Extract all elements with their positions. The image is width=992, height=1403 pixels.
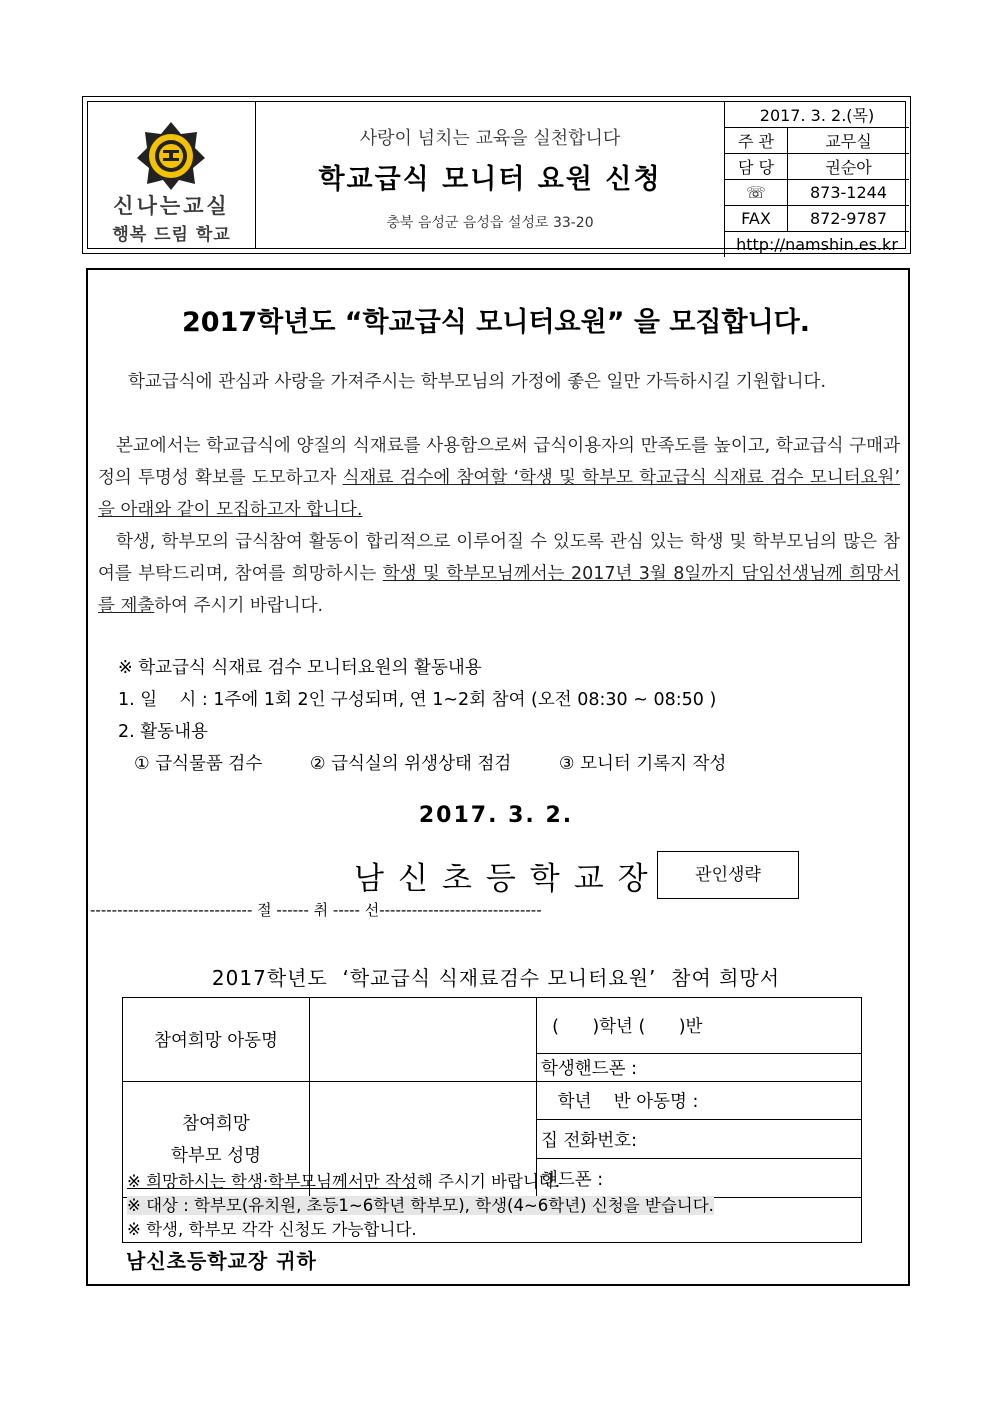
- addressee: 남신초등학교장 귀하: [126, 1249, 317, 1273]
- school-emblem-icon: [135, 120, 207, 192]
- letterhead-inner: [87, 101, 906, 254]
- school-address: 충북 음성군 음성읍 설성로 33-20: [386, 215, 594, 231]
- note-3: ※ 학생, 학부모 각각 신청도 가능합니다.: [127, 1220, 417, 1239]
- student-phone-field[interactable]: 학생핸드폰 :: [537, 1054, 862, 1082]
- purpose-underlined: 식재료 검수에 참여할 ‘학생 및 학부모 학교급식 식재료 검수 모니터요원’ 을 아래와 같이 모집하고자 합니다.: [98, 468, 901, 520]
- note-1: [127, 1170, 861, 1194]
- paragraph-purpose: [98, 430, 900, 526]
- phone-icon: ☏: [725, 180, 788, 206]
- paragraph-greeting: 학교급식에 관심과 사랑을 가져주시는 학부모님의 가정에 좋은 일만 가득하시길 기원합니다.: [128, 372, 827, 392]
- form-title: 2017학년도 ‘학교급식 식재료검수 모니터요원’ 참여 희망서: [211, 966, 781, 990]
- letterhead: [82, 96, 911, 254]
- activity-item: ② 급식실의 위생상태 점검: [309, 754, 512, 774]
- staff-value: 권순아: [788, 154, 910, 180]
- principal-name: 남신초등학교장: [354, 861, 662, 897]
- slogan-line1: 신나는교실: [113, 194, 230, 218]
- activity-item: ③ 모니터 기록지 작성: [558, 754, 727, 774]
- issue-date: 2017. 3. 2.(목): [725, 102, 910, 128]
- request-tail: 하여 주시기 바랍니다.: [154, 596, 324, 616]
- notice-heading: 2017학년도 “학교급식 모니터요원” 을 모집합니다.: [182, 307, 810, 338]
- notes-box: [122, 1170, 862, 1243]
- contact-table: [724, 102, 909, 257]
- title-cell: [256, 102, 724, 248]
- student-label: 참여희망 아동명: [123, 998, 310, 1082]
- note-2-text: ※ 대상 : 학부모(유치원, 초등1~6학년 학부모), 학생(4~6학년) 신청을 받습니다.: [127, 1196, 714, 1215]
- parent-mobile-field[interactable]: 핸드폰 :: [537, 1159, 862, 1198]
- note-2: [127, 1194, 861, 1218]
- dept-value: 교무실: [788, 128, 910, 154]
- application-form: [122, 997, 862, 1198]
- slogan-line2: 행복 드림 학교: [112, 225, 231, 245]
- motto: 사랑이 넘치는 교육을 실천합니다: [359, 128, 621, 149]
- activity-list: [134, 750, 768, 775]
- activity-content-label: 2. 활동내용: [118, 722, 208, 742]
- logo-cell: [88, 102, 256, 248]
- purpose-text: 본교에서는 학교급식에 양질의 식재료를 사용함으로써 급식이용자의 만족도를 높이고, 학교급식 구매과정의 투명성 확보를 도모하고자: [98, 436, 900, 488]
- request-text: 학생, 학부모의 급식참여 활동이 합리적으로 이루어질 수 있도록 관심 있는 학생 및 학부모님의 많은 참여를 부탁드리며, 참여를 희망하시는: [98, 532, 900, 584]
- parent-label-line1: 참여희망: [182, 1113, 250, 1134]
- activity-item: ① 급식물품 검수: [134, 754, 263, 774]
- paragraph-request: [98, 526, 900, 622]
- school-url[interactable]: http://namshin.es.kr: [725, 232, 910, 258]
- staff-label: 담 당: [725, 154, 788, 180]
- cut-line: ------------------------------ 절 ------ 취 ----- 선------------------------------: [90, 901, 542, 919]
- fax-value: 872-9787: [788, 206, 910, 232]
- form-notes: [122, 1170, 862, 1243]
- notice-date: 2017. 3. 2.: [418, 803, 574, 828]
- parent-child-field[interactable]: 학년 반 아동명 :: [537, 1082, 862, 1120]
- document-title: 학교급식 모니터 요원 신청: [318, 164, 662, 195]
- seal-box: 관인생략: [657, 851, 799, 899]
- note-1-underlined: ※ 희망하시는 학생·학부모님께서만 작성: [127, 1172, 417, 1191]
- phone-value: 873-1244: [788, 180, 910, 206]
- activity-schedule: 1. 일 시 : 1주에 1회 2인 구성되며, 연 1~2회 참여 (오전 08:30 ~ 08:50 ): [118, 690, 717, 710]
- fax-label: FAX: [725, 206, 788, 232]
- student-name-field[interactable]: [310, 998, 537, 1082]
- activity-title: ※ 학교급식 식재료 검수 모니터요원의 활동내용: [118, 658, 482, 678]
- dept-label: 주 관: [725, 128, 788, 154]
- student-class-field[interactable]: ( )학년 ( )반: [537, 998, 862, 1054]
- request-underlined: 학생 및 학부모님께서는 2017년 3월 8일까지 담임선생님께 희망서를 제출: [98, 564, 900, 616]
- parent-home-phone-field[interactable]: 집 전화번호:: [537, 1120, 862, 1159]
- parent-label-line2: 학부모 성명: [170, 1145, 262, 1166]
- note-1-tail: 해 주시기 바랍니다.: [416, 1172, 561, 1191]
